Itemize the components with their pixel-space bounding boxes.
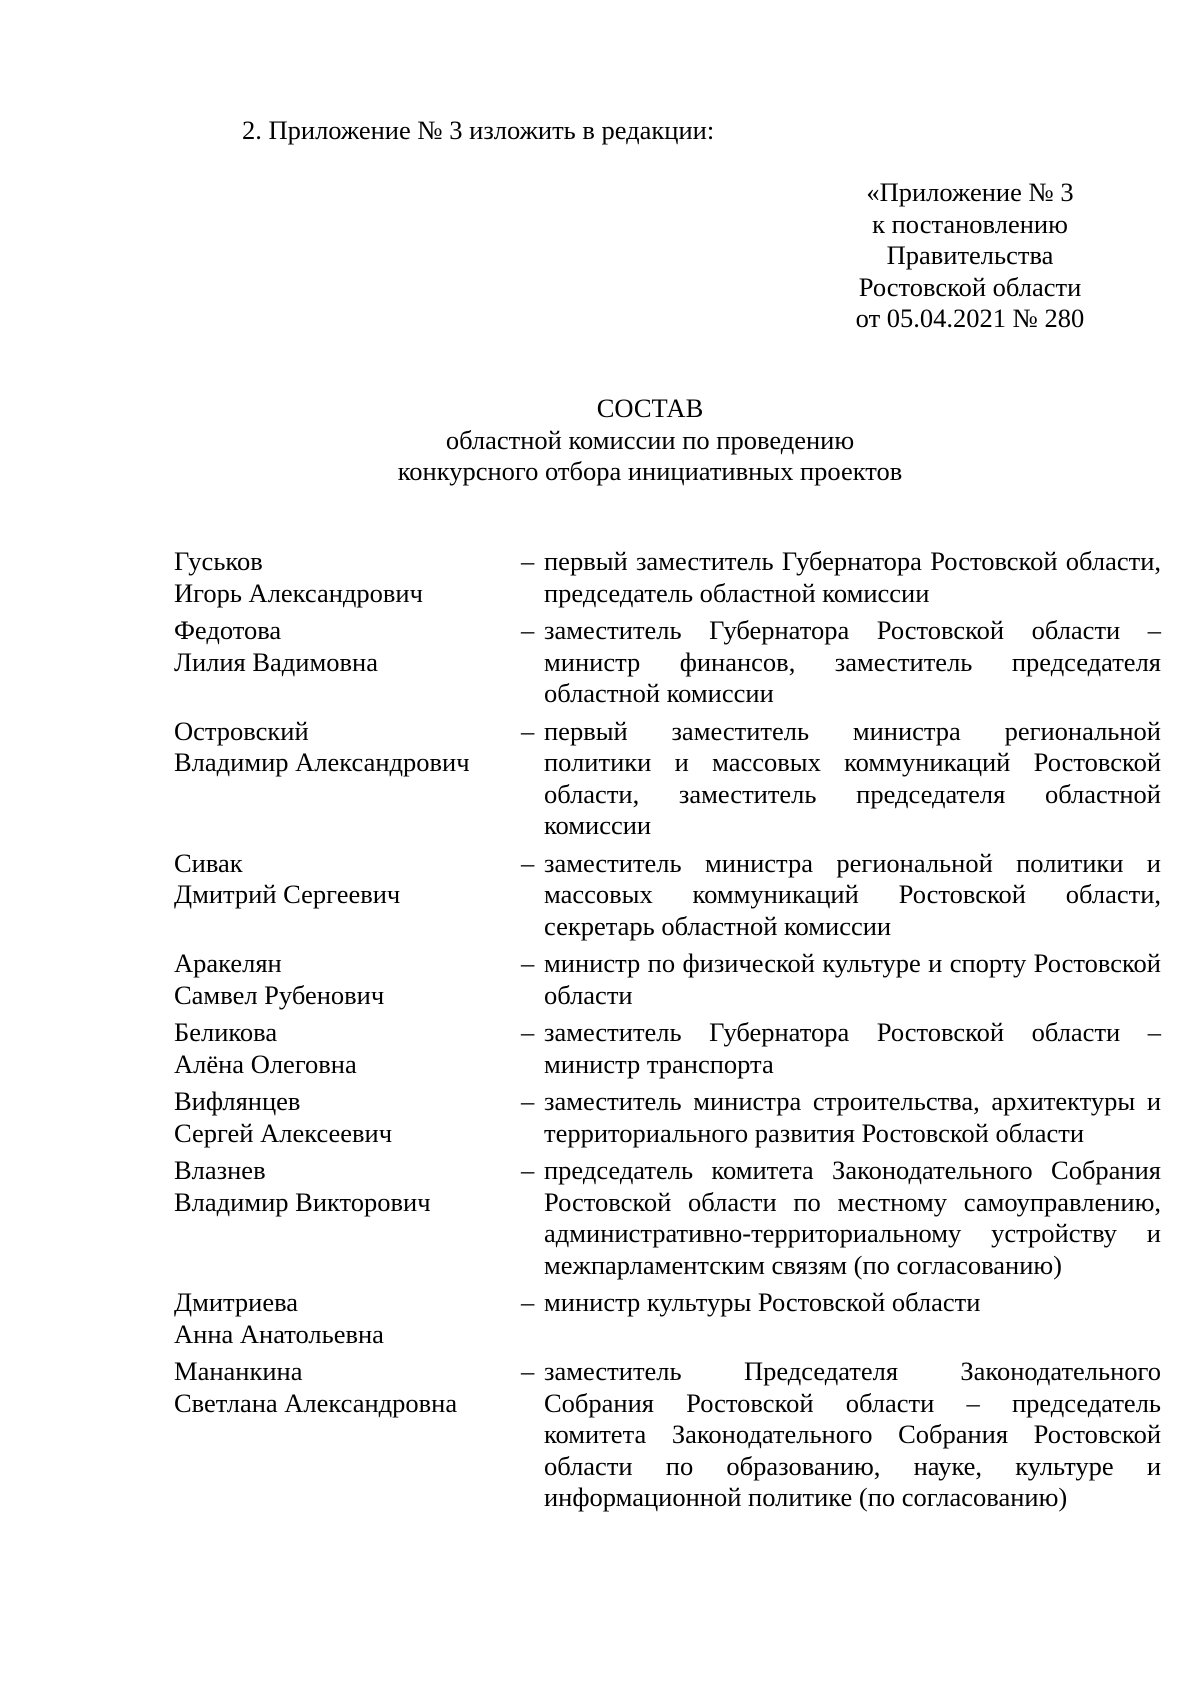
member-name: [174, 1017, 521, 1080]
dash: –: [521, 1287, 535, 1317]
member-name: [174, 615, 521, 710]
member-row: [174, 1356, 1161, 1514]
member-row: [174, 615, 1161, 710]
dash: –: [521, 847, 535, 878]
dash: –: [521, 715, 535, 746]
given-names: Алёна Олеговна: [174, 1048, 357, 1079]
surname: Федотова: [174, 615, 282, 645]
surname: Мананкина: [174, 1356, 303, 1386]
member-name: [174, 1086, 521, 1149]
member-role: заместитель Губернатора Ростовской области – министр транспорта: [544, 1017, 1161, 1079]
appendix-line: к постановлению: [872, 208, 1068, 239]
dash: –: [521, 1155, 535, 1185]
dash: –: [521, 948, 535, 978]
surname: Беликова: [174, 1017, 278, 1047]
given-names: Владимир Александрович: [174, 747, 470, 777]
member-name: [174, 848, 521, 943]
surname: Аракелян: [174, 948, 282, 978]
appendix-line: «Приложение № 3: [866, 177, 1074, 207]
member-row: [174, 948, 1161, 1011]
appendix-line: от 05.04.2021 № 280: [855, 303, 1085, 333]
surname: Дмитриева: [174, 1287, 299, 1317]
member-role: заместитель министра региональной политики и массовых коммуникаций Ростовской области, секретарь областной комиссии: [544, 847, 1161, 941]
intro-paragraph: 2. Приложение № 3 изложить в редакции:: [242, 115, 715, 145]
surname: Сивак: [174, 847, 243, 878]
surname: Влазнев: [174, 1155, 266, 1185]
given-names: Самвел Рубенович: [174, 979, 385, 1010]
appendix-line: Правительства: [886, 240, 1054, 270]
member-row: [174, 1086, 1161, 1149]
dash: –: [521, 1086, 535, 1116]
member-role: заместитель Председателя Законодательного Собрания Ростовской области – председатель комитета Законодательного Собрания Ростовской области по образованию, науке, культуре и информационной политике (по согласованию): [544, 1356, 1161, 1512]
dash: –: [521, 546, 535, 576]
surname: Гуськов: [174, 546, 263, 576]
member-role: заместитель министра строительства, архитектуры и территориального развития Ростовской области: [544, 1086, 1161, 1148]
appendix-line: Ростовской области: [858, 271, 1082, 302]
member-row: [174, 848, 1161, 943]
member-role: первый заместитель Губернатора Ростовской области, председатель областной комиссии: [544, 546, 1161, 608]
appendix-header: [840, 177, 1100, 335]
given-names: Светлана Александровна: [174, 1387, 458, 1418]
member-role: председатель комитета Законодательного Собрания Ростовской области по местному самоуправлению, административно-территориальному устройству и межпарламентским связям (по согласованию): [544, 1155, 1161, 1280]
given-names: Дмитрий Сергеевич: [174, 879, 401, 909]
dash: –: [521, 615, 535, 645]
member-row: [174, 716, 1161, 842]
member-role: министр по физической культуре и спорту Ростовской области: [544, 948, 1161, 1010]
member-row: [174, 1017, 1161, 1080]
member-row: [174, 1287, 1161, 1350]
member-name: [174, 948, 521, 1011]
dash: –: [521, 1017, 535, 1047]
given-names: Игорь Александрович: [174, 577, 423, 608]
member-row: [174, 546, 1161, 609]
member-name: [174, 1155, 521, 1281]
dash: –: [521, 1356, 535, 1386]
surname: Островский: [174, 715, 309, 746]
given-names: Сергей Алексеевич: [174, 1117, 393, 1148]
given-names: Анна Анатольевна: [174, 1318, 384, 1349]
member-name: [174, 546, 521, 609]
subtitle-line: областной комиссии по проведению: [445, 424, 855, 455]
member-role: первый заместитель министра региональной политики и массовых коммуникаций Ростовской области, заместитель председателя областной комиссии: [544, 715, 1161, 840]
member-name: [174, 716, 521, 842]
member-role: министр культуры Ростовской области: [544, 1287, 981, 1317]
member-name: [174, 1356, 521, 1514]
given-names: Лилия Вадимовна: [174, 646, 378, 677]
member-name: [174, 1287, 521, 1350]
member-role: заместитель Губернатора Ростовской области – министр финансов, заместитель председателя областной комиссии: [544, 615, 1161, 708]
member-row: [174, 1155, 1161, 1281]
commission-members: [174, 546, 1161, 1520]
subtitle-line: конкурсного отбора инициативных проектов: [397, 456, 903, 486]
document-title: [0, 393, 1200, 488]
title: СОСТАВ: [596, 393, 704, 423]
given-names: Владимир Викторович: [174, 1186, 431, 1217]
surname: Вифлянцев: [174, 1086, 301, 1116]
